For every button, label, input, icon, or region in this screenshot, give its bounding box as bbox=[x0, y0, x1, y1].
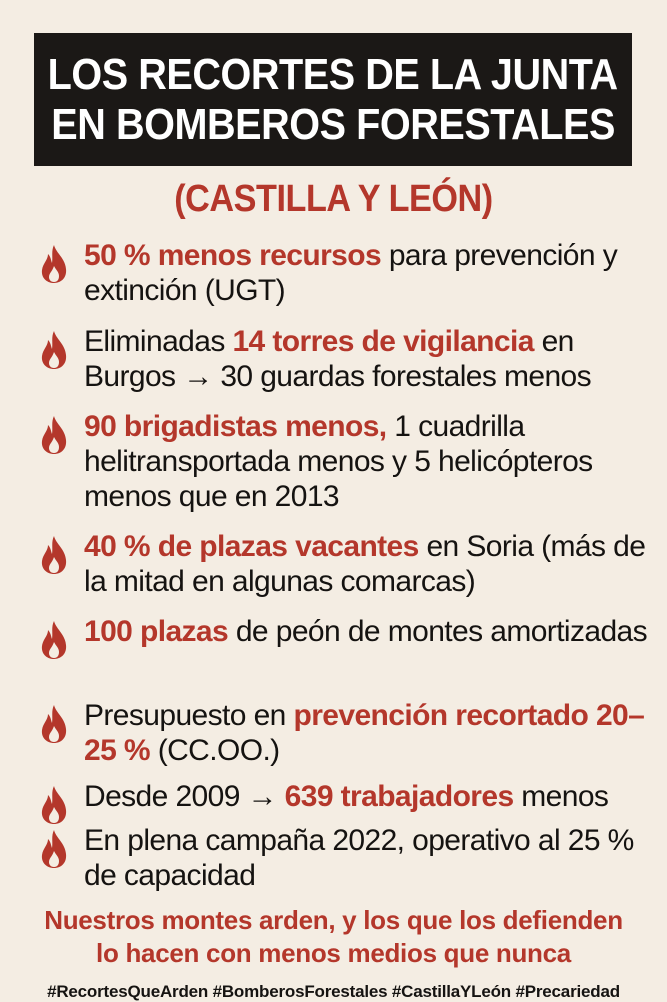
hashtags: #RecortesQueArden #BomberosForestales #CastillaYLeón #Precariedad bbox=[47, 982, 620, 1001]
item-text bbox=[84, 238, 664, 308]
flame-icon bbox=[38, 620, 70, 660]
item-body: En plena campaña 2022, operativo al 25 % de capacidad bbox=[84, 824, 634, 892]
item-text bbox=[84, 409, 664, 514]
item-highlight: 100 plazas bbox=[84, 615, 229, 648]
flame-icon bbox=[38, 415, 70, 455]
item-highlight: 40 % de plazas vacantes bbox=[84, 530, 419, 563]
flame-icon bbox=[38, 244, 70, 284]
item-text bbox=[84, 614, 664, 649]
title-banner bbox=[34, 33, 632, 166]
item-body: Desde 2009 → bbox=[84, 780, 285, 813]
item-body: menos bbox=[513, 780, 609, 813]
flame-icon bbox=[38, 535, 70, 575]
item-body: Presupuesto en bbox=[84, 699, 294, 732]
footer-line-1: Nuestros montes arden, y los que los defienden bbox=[44, 905, 623, 935]
item-highlight: 14 torres de vigilancia bbox=[232, 325, 534, 358]
item-text bbox=[84, 698, 664, 768]
title-line-2: EN BOMBEROS FORESTALES bbox=[51, 99, 615, 149]
flame-icon bbox=[38, 829, 70, 869]
item-body: para prevención y extinción (UGT) bbox=[84, 239, 618, 307]
item-highlight: 90 brigadistas menos, bbox=[84, 410, 387, 443]
flame-icon bbox=[38, 704, 70, 744]
flame-icon bbox=[38, 785, 70, 825]
footer-line-2: lo hacen con menos medios que nunca bbox=[96, 938, 571, 968]
item-text bbox=[84, 529, 664, 599]
item-highlight: 639 trabajadores bbox=[284, 780, 514, 813]
item-body: de peón de montes amortizadas bbox=[228, 615, 648, 648]
title-line-1: LOS RECORTES DE LA JUNTA bbox=[47, 49, 619, 99]
item-body: (CC.OO.) bbox=[149, 734, 280, 767]
flame-icon bbox=[38, 330, 70, 370]
item-text bbox=[84, 779, 664, 814]
item-body: en Soria (más de la mitad en algunas comarcas) bbox=[84, 530, 646, 598]
subtitle: (CASTILLA Y LEÓN) bbox=[174, 178, 493, 220]
item-body: en Burgos → 30 guardas forestales menos bbox=[84, 325, 592, 393]
footer-slogan bbox=[0, 904, 667, 970]
item-highlight: prevención recortado 20–25 % bbox=[84, 699, 645, 767]
item-text bbox=[84, 324, 664, 394]
item-text bbox=[84, 823, 664, 893]
item-body: 1 cuadrilla helitransportada menos y 5 helicópteros menos que en 2013 bbox=[84, 410, 593, 513]
item-body: Eliminadas bbox=[84, 325, 233, 358]
item-highlight: 50 % menos recursos bbox=[84, 239, 382, 272]
